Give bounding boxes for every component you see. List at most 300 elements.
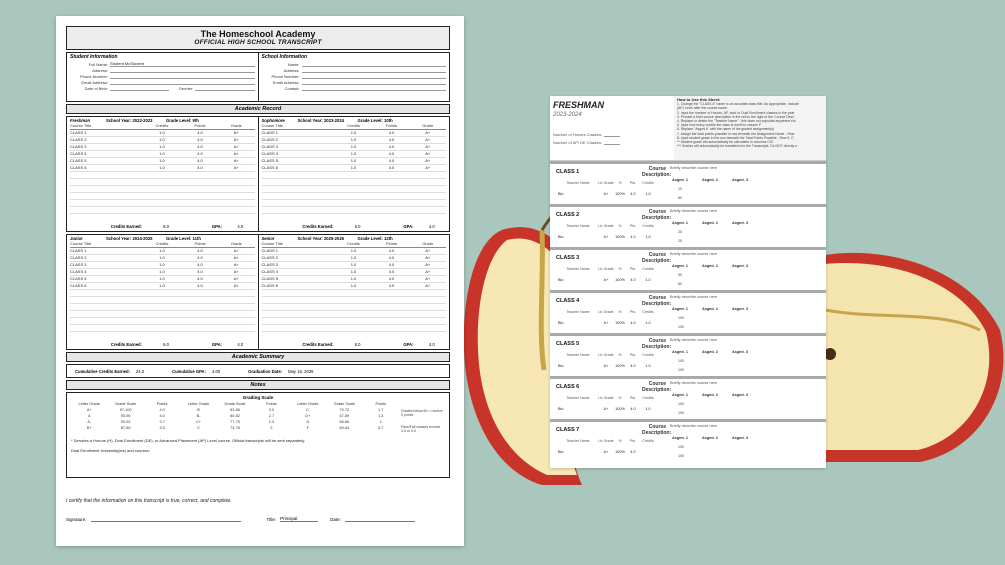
percent: 100% xyxy=(615,235,625,239)
scale-cell: 0.7 xyxy=(378,426,384,430)
col-grade: Grade xyxy=(422,123,434,128)
course-description-label xyxy=(642,209,672,221)
points: 4.0 xyxy=(630,192,636,196)
class-name[interactable]: CLASS 7 xyxy=(556,427,580,433)
course-row xyxy=(262,276,447,283)
school-info xyxy=(258,53,450,101)
assignment-name[interactable]: Asgmt. 2 xyxy=(702,178,719,182)
col-grade: Grade xyxy=(422,241,434,246)
cum-gpa-value: 4.00 xyxy=(211,368,221,374)
how-to-line: ** Student grade will automatically be calculated in columns C/D xyxy=(677,140,774,145)
assignment-name[interactable]: Asgmt. 1 xyxy=(672,264,689,268)
field-label: Full Name: xyxy=(88,62,108,67)
column-header: Credits xyxy=(642,267,654,271)
course-row xyxy=(70,144,255,151)
column-header: Pts. xyxy=(629,439,637,443)
col-credits: Credits xyxy=(347,241,360,246)
course-row xyxy=(70,137,255,144)
points-earned[interactable]: 100 xyxy=(678,411,684,415)
assignment-name[interactable]: Asgmt. 3 xyxy=(732,221,749,225)
scale-cell: A xyxy=(87,414,91,418)
percent: 100% xyxy=(615,364,625,368)
teacher-name[interactable]: Bio xyxy=(558,192,564,196)
empty-course-row xyxy=(262,304,447,311)
course-title: CLASS 2 xyxy=(261,255,278,260)
column-header: Ltr Grade xyxy=(598,353,614,357)
column-header: % xyxy=(618,396,622,400)
empty-cell xyxy=(262,304,334,310)
cum-gpa-label: Cumulative GPA: xyxy=(172,368,206,374)
teacher-name[interactable]: Bio xyxy=(558,364,564,368)
class-block xyxy=(550,419,826,462)
gpa-value: 4.0 xyxy=(237,342,244,347)
course-row xyxy=(262,255,447,262)
course-description-label xyxy=(642,252,672,264)
scale-cell: D+ xyxy=(305,414,311,418)
dual-enrollment-note: Dual Enrollment University(ies) and courses: xyxy=(71,448,150,453)
signature-field[interactable] xyxy=(91,516,241,522)
letter-grade: A+ xyxy=(603,407,609,411)
points-possible[interactable]: 20 xyxy=(678,230,682,234)
scale-cell: 67-69 xyxy=(339,414,350,418)
empty-course-row xyxy=(70,311,255,318)
letter-grade: A+ xyxy=(603,364,609,368)
grade-level: Grade Level: 11th xyxy=(166,236,201,241)
course-grade: A+ xyxy=(233,248,239,253)
points-earned[interactable]: 100 xyxy=(678,325,684,329)
class-name[interactable]: CLASS 6 xyxy=(556,384,580,390)
field-label: Address: xyxy=(92,68,108,73)
assignment-name[interactable]: Asgmt. 1 xyxy=(672,221,689,225)
course-description-label xyxy=(642,166,672,178)
column-header: Ltr Grade xyxy=(598,181,614,185)
assignment-name[interactable]: Asgmt. 2 xyxy=(702,436,719,440)
class-values xyxy=(558,407,656,411)
field-label: Phone Number: xyxy=(271,74,300,79)
credits[interactable] xyxy=(640,450,656,454)
class-name[interactable]: CLASS 1 xyxy=(556,169,580,175)
gpa-value: 4.0 xyxy=(428,342,435,347)
letter-grade: A+ xyxy=(603,235,609,239)
empty-course-row xyxy=(70,200,255,207)
assignment-name[interactable]: Asgmt. 1 xyxy=(672,393,689,397)
empty-course-row xyxy=(262,172,447,179)
course-points: 4.0 xyxy=(388,255,395,260)
empty-course-row xyxy=(70,186,255,193)
empty-cell xyxy=(262,311,334,317)
apde-count-label: Number of AP/ DE Classes: xyxy=(553,140,603,145)
course-description-field[interactable]: Briefly describe course here xyxy=(670,166,718,170)
points-possible[interactable]: 100 xyxy=(678,445,684,449)
assignment-name[interactable]: Asgmt. 3 xyxy=(732,350,749,354)
points-earned[interactable]: 20 xyxy=(678,239,682,243)
credits[interactable]: 1.0 xyxy=(645,235,651,239)
assignment-name[interactable]: Asgmt. 2 xyxy=(702,307,719,311)
course-grade: A+ xyxy=(425,255,431,260)
course-points: 4.0 xyxy=(197,158,203,163)
gpa-label: GPA: xyxy=(403,224,414,229)
col-credits: Credits xyxy=(155,241,169,246)
course-label: Course xyxy=(648,209,666,215)
assignment-name[interactable]: Asgmt. 3 xyxy=(732,178,749,182)
empty-cell xyxy=(262,179,334,185)
course-points: 4.0 xyxy=(197,130,203,135)
credits-earned-label: Credits Earned: xyxy=(302,224,334,229)
course-credits: 1.0 xyxy=(350,255,357,260)
points-earned[interactable]: 60 xyxy=(678,282,682,286)
points-possible[interactable]: 100 xyxy=(678,316,684,320)
course-grade: A+ xyxy=(425,130,431,135)
course-row xyxy=(70,283,255,290)
teacher-name[interactable]: Bio xyxy=(558,278,564,282)
course-title: CLASS 6 xyxy=(261,283,278,288)
course-points: 4.0 xyxy=(197,137,203,142)
class-column-headers xyxy=(558,353,656,357)
course-points: 4.0 xyxy=(388,269,395,274)
assignment-name[interactable]: Asgmt. 3 xyxy=(732,264,749,268)
field-label: Email Address: xyxy=(81,80,108,85)
description-label: Description: xyxy=(642,258,672,264)
assignment-name[interactable]: Asgmt. 3 xyxy=(732,393,749,397)
assignment-points xyxy=(678,271,682,289)
gender-label: Gender: xyxy=(178,86,194,91)
scale-cell: 2 xyxy=(270,426,273,430)
letter-grade: A+ xyxy=(603,278,609,282)
date-field[interactable] xyxy=(345,516,415,522)
course-header-row xyxy=(262,123,447,130)
assignment-name[interactable]: Asgmt. 1 xyxy=(672,350,689,354)
year-block xyxy=(67,117,258,231)
empty-cell xyxy=(262,290,334,296)
course-grade: A+ xyxy=(233,269,239,274)
course-credits: 1.0 xyxy=(159,130,165,135)
grade-level: Grade Level: 12th xyxy=(357,236,393,241)
assignment-name[interactable]: Asgmt. 2 xyxy=(702,264,719,268)
title-field[interactable]: Principal xyxy=(280,516,318,522)
col-points: Points xyxy=(194,123,206,128)
column-header: Credits xyxy=(642,353,654,357)
course-row xyxy=(262,130,447,137)
full-name-field[interactable]: Student McStudent xyxy=(110,61,255,67)
scale-cell: 87-89 xyxy=(120,426,131,430)
scale-header-cell: Grade Scale xyxy=(333,402,355,406)
cum-credits-value: 24.0 xyxy=(135,368,145,374)
course-points: 4.0 xyxy=(388,165,395,170)
column-header: Credits xyxy=(642,310,654,314)
points-possible[interactable]: 10 xyxy=(678,187,682,191)
column-header: Credits xyxy=(642,181,654,185)
year-name: Junior xyxy=(70,236,83,241)
scale-cell: 2.7 xyxy=(268,414,275,418)
col-credits: Credits xyxy=(347,123,360,128)
honors-count-field[interactable] xyxy=(604,132,620,137)
course-credits: 1.0 xyxy=(350,137,357,142)
scale-cell: 3.0 xyxy=(268,408,275,412)
course-row xyxy=(262,283,447,290)
empty-cell xyxy=(262,207,334,213)
course-description-field[interactable]: Briefly describe course here xyxy=(670,252,718,256)
empty-course-row xyxy=(262,200,447,207)
apde-count-field[interactable] xyxy=(604,140,620,145)
course-grade: A+ xyxy=(233,130,239,135)
teacher-name[interactable]: Bio xyxy=(558,450,564,454)
class-name[interactable]: CLASS 4 xyxy=(556,298,580,304)
course-credits: 1.0 xyxy=(159,151,165,156)
student-info-heading: Student Information xyxy=(70,54,118,60)
course-description-field[interactable]: Briefly describe course here xyxy=(670,338,718,342)
scale-header-cell: Grade Scale xyxy=(224,402,246,406)
points: 4.0 xyxy=(630,321,636,325)
course-label: Course xyxy=(648,295,666,301)
teacher-name[interactable]: Bio xyxy=(558,407,564,411)
column-header: Ltr Grade xyxy=(598,224,614,228)
scale-header-cell: Points xyxy=(375,402,387,406)
footnote: * Denotes a Honors (H), Dual Enrollment (DE), or Advanced Placement (AP) Level course. Official transcripts will be sent separately. xyxy=(71,438,306,443)
points-earned[interactable]: 60 xyxy=(678,196,682,200)
credits[interactable]: 1.0 xyxy=(645,364,651,368)
credits[interactable]: 1.0 xyxy=(645,407,651,411)
class-name[interactable]: CLASS 5 xyxy=(556,341,580,347)
column-header: Teacher Name xyxy=(566,353,590,357)
scale-cell: C xyxy=(197,426,200,430)
course-description-label xyxy=(642,381,672,393)
col-points: Points xyxy=(385,241,398,246)
empty-cell xyxy=(70,207,142,213)
gender-field[interactable] xyxy=(195,85,254,91)
field-label: Phone Number: xyxy=(79,74,108,79)
assignment-headers xyxy=(672,264,762,268)
column-header: % xyxy=(618,353,622,357)
letter-grade: A+ xyxy=(603,192,609,196)
course-credits: 1.0 xyxy=(350,130,357,135)
course-row xyxy=(262,137,447,144)
credits[interactable]: 1.0 xyxy=(645,321,651,325)
empty-course-row xyxy=(70,179,255,186)
column-header: % xyxy=(618,224,622,228)
course-row xyxy=(262,144,447,151)
school-contact-field[interactable] xyxy=(302,85,447,91)
scale-cell: A+ xyxy=(86,408,92,412)
assignment-name[interactable]: Asgmt. 1 xyxy=(672,436,689,440)
points-earned[interactable]: 100 xyxy=(678,368,684,372)
scale-cell: 1 xyxy=(379,420,382,424)
course-row xyxy=(262,269,447,276)
course-row xyxy=(70,165,255,172)
course-title: CLASS 4 xyxy=(261,151,278,156)
credits-earned-value: 6.0 xyxy=(163,342,169,347)
points: 4.0 xyxy=(630,407,636,411)
empty-course-row xyxy=(262,318,447,325)
course-points: 4.0 xyxy=(197,248,203,253)
assignment-points xyxy=(678,443,684,461)
assignment-name[interactable]: Asgmt. 3 xyxy=(732,307,749,311)
column-header: Teacher Name xyxy=(566,181,590,185)
notes-heading: Notes xyxy=(66,380,450,390)
points-earned[interactable]: 100 xyxy=(678,454,684,458)
credits-earned-label: Credits Earned: xyxy=(110,342,142,347)
class-block xyxy=(550,247,826,290)
transcript-title-block xyxy=(66,26,450,50)
empty-cell xyxy=(262,297,334,303)
scale-cell: B xyxy=(197,408,200,412)
class-column-headers xyxy=(558,439,656,443)
scale-header-cell: Letter Grade xyxy=(78,402,100,406)
course-description-field[interactable]: Briefly describe course here xyxy=(670,295,718,299)
scale-cell: 4.0 xyxy=(159,408,165,412)
col-points: Points xyxy=(385,123,398,128)
course-points: 4.0 xyxy=(197,165,203,170)
column-header: Credits xyxy=(642,396,654,400)
course-header-row xyxy=(262,241,447,248)
course-grade: A+ xyxy=(233,262,239,267)
column-header: Ltr Grade xyxy=(598,396,614,400)
course-credits: 1.0 xyxy=(350,144,357,149)
course-credits: 1.0 xyxy=(159,158,165,163)
field-label: Email Address: xyxy=(272,80,300,85)
course-description-field[interactable]: Briefly describe course here xyxy=(670,424,718,428)
assignment-name[interactable]: Asgmt. 3 xyxy=(732,436,749,440)
sheet-year-block xyxy=(550,96,674,160)
assignment-name[interactable]: Asgmt. 2 xyxy=(702,221,719,225)
course-label: Course xyxy=(648,424,666,430)
course-grade: A+ xyxy=(425,248,431,253)
course-points: 4.0 xyxy=(197,144,203,149)
column-header: % xyxy=(618,439,622,443)
course-row xyxy=(70,262,255,269)
course-description-label xyxy=(642,295,672,307)
empty-course-row xyxy=(262,290,447,297)
course-grade: A+ xyxy=(233,144,239,149)
column-header: Teacher Name xyxy=(566,267,590,271)
scale-cell: 73-76 xyxy=(230,426,240,430)
course-grade: A+ xyxy=(233,151,239,156)
col-points: Points xyxy=(194,241,206,246)
points-possible[interactable]: 50 xyxy=(678,273,682,277)
teacher-name[interactable]: Bio xyxy=(558,235,564,239)
course-grade: A+ xyxy=(233,276,239,281)
scale-cell: 83-86 xyxy=(230,408,240,412)
column-header: Teacher Name xyxy=(566,439,590,443)
scale-cell: 4.0 xyxy=(159,414,165,418)
course-title: CLASS 6 xyxy=(70,283,87,288)
sheet-year-title: FRESHMAN xyxy=(553,100,604,110)
year-footer xyxy=(262,342,447,347)
course-row xyxy=(70,248,255,255)
course-grade: A+ xyxy=(233,255,239,260)
dob-field[interactable] xyxy=(110,85,169,91)
grading-scale-row xyxy=(180,425,289,431)
how-to-title: How to Use this Sheet: xyxy=(677,97,721,102)
scale-cell: 97-100 xyxy=(119,408,132,412)
course-header-row xyxy=(70,241,255,248)
academic-record-heading: Academic Record xyxy=(66,104,450,114)
class-list xyxy=(550,161,826,462)
credits[interactable]: 1.0 xyxy=(645,192,651,196)
course-row xyxy=(262,262,447,269)
course-credits: 1.0 xyxy=(159,137,165,142)
scale-cell: 2.3 xyxy=(268,420,275,424)
course-points: 4.0 xyxy=(197,283,203,288)
course-credits: 1.0 xyxy=(159,269,165,274)
course-points: 4.0 xyxy=(388,276,395,281)
course-points: 4.0 xyxy=(388,158,395,163)
course-title: CLASS 2 xyxy=(70,137,87,142)
column-header: Credits xyxy=(642,439,654,443)
assignment-name[interactable]: Asgmt. 2 xyxy=(702,350,719,354)
course-title: CLASS 3 xyxy=(261,262,278,267)
scale-header-cell: Grade Scale xyxy=(115,402,137,406)
field-label: Name: xyxy=(287,62,300,67)
course-title: CLASS 5 xyxy=(261,276,278,281)
credits[interactable]: 1.0 xyxy=(645,278,651,282)
points: 4.0 xyxy=(630,450,636,454)
sheet-header xyxy=(550,96,826,161)
empty-cell xyxy=(70,297,142,303)
course-row xyxy=(70,276,255,283)
assignment-headers xyxy=(672,178,762,182)
course-row xyxy=(70,158,255,165)
class-column-headers xyxy=(558,396,656,400)
empty-course-row xyxy=(262,193,447,200)
scale-header-cell: Letter Grade xyxy=(297,402,319,406)
percent: 100% xyxy=(615,278,625,282)
how-to-line: 6. Replace "Asgmt #" with the name of the graded assignment(s) xyxy=(677,127,775,132)
course-description-field[interactable]: Briefly describe course here xyxy=(670,209,718,213)
empty-course-row xyxy=(262,325,447,332)
credits-earned-label: Credits Earned: xyxy=(302,342,334,347)
points: 4.0 xyxy=(630,364,636,368)
points-possible[interactable]: 100 xyxy=(678,359,684,363)
course-credits: 1.0 xyxy=(350,283,357,288)
points: 4.0 xyxy=(630,235,636,239)
assignment-name[interactable]: Asgmt. 2 xyxy=(702,393,719,397)
class-block xyxy=(550,290,826,333)
course-row xyxy=(70,130,255,137)
course-title: CLASS 4 xyxy=(70,151,87,156)
course-description-field[interactable]: Briefly describe course here xyxy=(670,381,718,385)
assignment-name[interactable]: Asgmt. 1 xyxy=(672,307,689,311)
class-name[interactable]: CLASS 2 xyxy=(556,212,580,218)
column-header: % xyxy=(618,310,622,314)
course-header-row xyxy=(70,123,255,130)
class-values xyxy=(558,450,656,454)
scale-note: Pass/Fail classes receive 4.0 or 0.0 xyxy=(400,425,441,433)
empty-course-row xyxy=(262,297,447,304)
teacher-name[interactable]: Bio xyxy=(558,321,564,325)
empty-course-row xyxy=(70,297,255,304)
course-title: CLASS 5 xyxy=(261,158,278,163)
credits-earned-value: 6.0 xyxy=(354,224,361,229)
empty-cell xyxy=(262,186,334,192)
scale-note: Grades below 60 = receive 0 points xyxy=(400,409,443,417)
freshman-grade-sheet xyxy=(550,96,826,468)
assignment-name[interactable]: Asgmt. 1 xyxy=(672,178,689,182)
grading-scale-column xyxy=(71,401,180,433)
column-header: Pts. xyxy=(629,396,637,400)
course-row xyxy=(262,165,447,172)
school-info-heading: School Information xyxy=(261,54,308,60)
course-grade: A+ xyxy=(233,283,239,288)
description-label: Description: xyxy=(642,387,672,393)
assignment-headers xyxy=(672,393,762,397)
empty-cell xyxy=(262,318,334,324)
how-to-line: 7. Assign the total points possible in row beneath the Assignment Name - Row xyxy=(677,131,795,136)
class-name[interactable]: CLASS 3 xyxy=(556,255,580,261)
course-title: CLASS 4 xyxy=(261,269,278,274)
scale-cell: B+ xyxy=(86,426,92,430)
empty-course-row xyxy=(70,290,255,297)
points-possible[interactable]: 100 xyxy=(678,402,684,406)
